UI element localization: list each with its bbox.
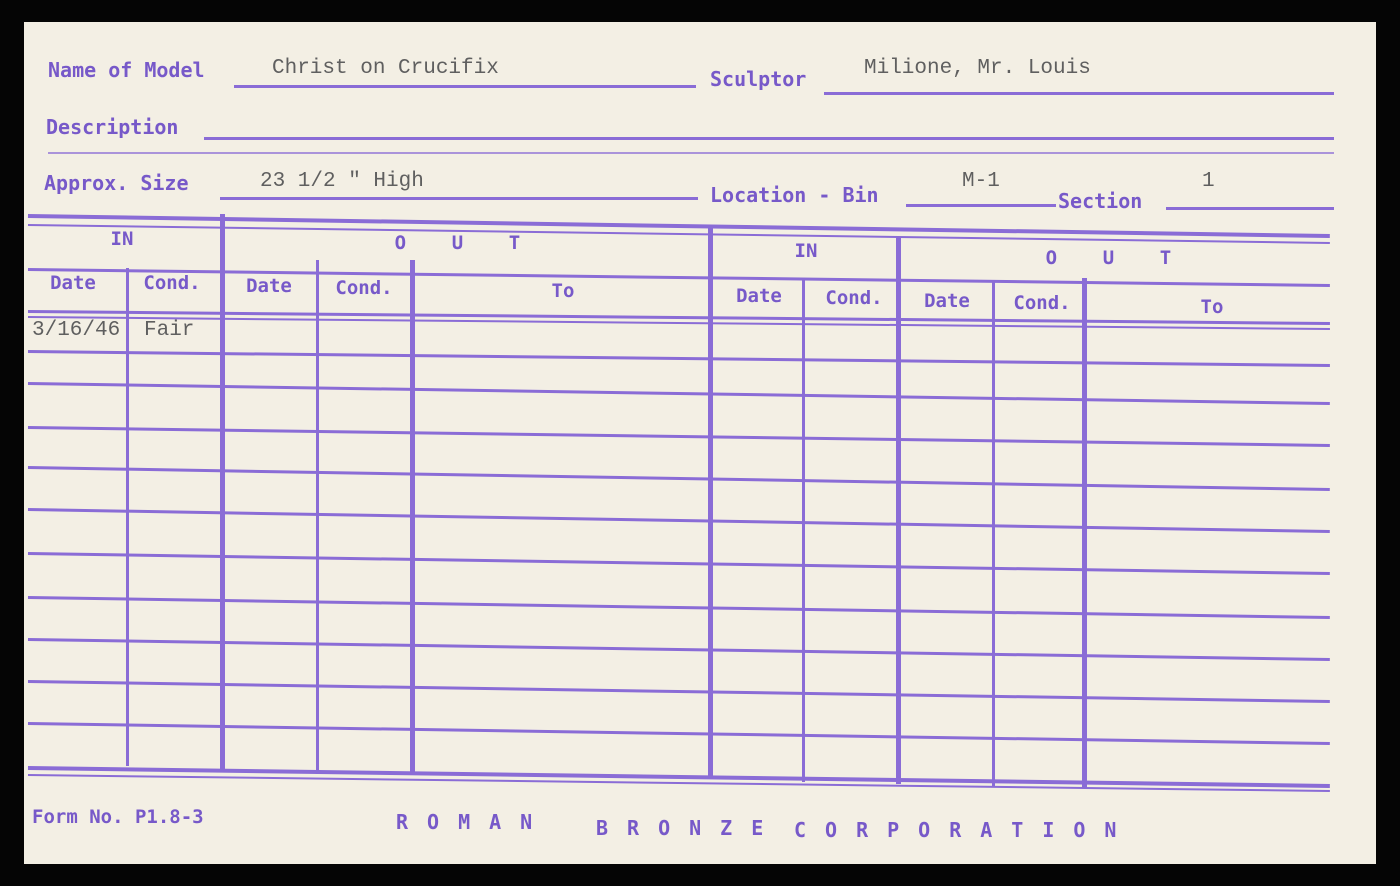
size-underline [220,197,698,200]
table-column-divider [126,268,129,766]
col-cond-out-left: Cond. [335,277,393,299]
col-date-out-right: Date [924,290,970,312]
col-cond-in-left: Cond. [143,272,201,294]
form-number: Form No. P1.8-3 [32,806,204,828]
description-second-line [48,152,1334,154]
company-word-roman: ROMAN [396,810,552,834]
name-underline [234,85,696,88]
table-column-divider [316,260,319,774]
left-in-header: IN [110,228,134,250]
approx-size-value: 23 1/2 " High [260,170,424,193]
sculptor-label: Sculptor [710,67,807,91]
bin-value: M-1 [962,170,1000,193]
section-label: Section [1058,189,1143,213]
table-column-divider [220,214,225,772]
company-word-bronze: BRONZE [596,816,783,840]
col-date-in-left: Date [50,272,96,294]
inventory-card [24,22,1376,864]
table-column-divider [410,260,415,774]
left-out-header: O U T [394,232,538,254]
sculptor-value: Milione, Mr. Louis [864,57,1091,80]
section-underline [1166,207,1334,210]
description-underline [204,137,1334,140]
row1-cond: Fair [144,319,195,342]
section-value: 1 [1202,170,1215,193]
approx-size-label: Approx. Size [44,171,189,195]
sculptor-underline [824,92,1334,95]
name-of-model-label: Name of Model [48,58,205,82]
location-bin-label: Location - Bin [710,183,879,207]
col-date-in-right: Date [736,285,782,307]
table-column-divider [708,228,713,778]
table-column-divider [802,278,805,782]
name-of-model-value: Christ on Crucifix [272,57,499,80]
col-to-right: To [1200,296,1224,318]
bin-underline [906,204,1056,207]
table-column-divider [896,238,901,784]
col-to-left: To [551,280,575,302]
table-column-divider [992,282,995,786]
right-out-header: O U T [1045,247,1189,269]
description-label: Description [46,115,179,139]
row1-date: 3/16/46 [32,319,121,342]
col-cond-out-right: Cond. [1013,292,1071,314]
right-in-header: IN [794,240,818,262]
col-cond-in-right: Cond. [825,287,883,309]
table-column-divider [1082,278,1087,788]
company-word-corporation: CORPORATION [794,818,1136,842]
col-date-out-left: Date [246,275,292,297]
